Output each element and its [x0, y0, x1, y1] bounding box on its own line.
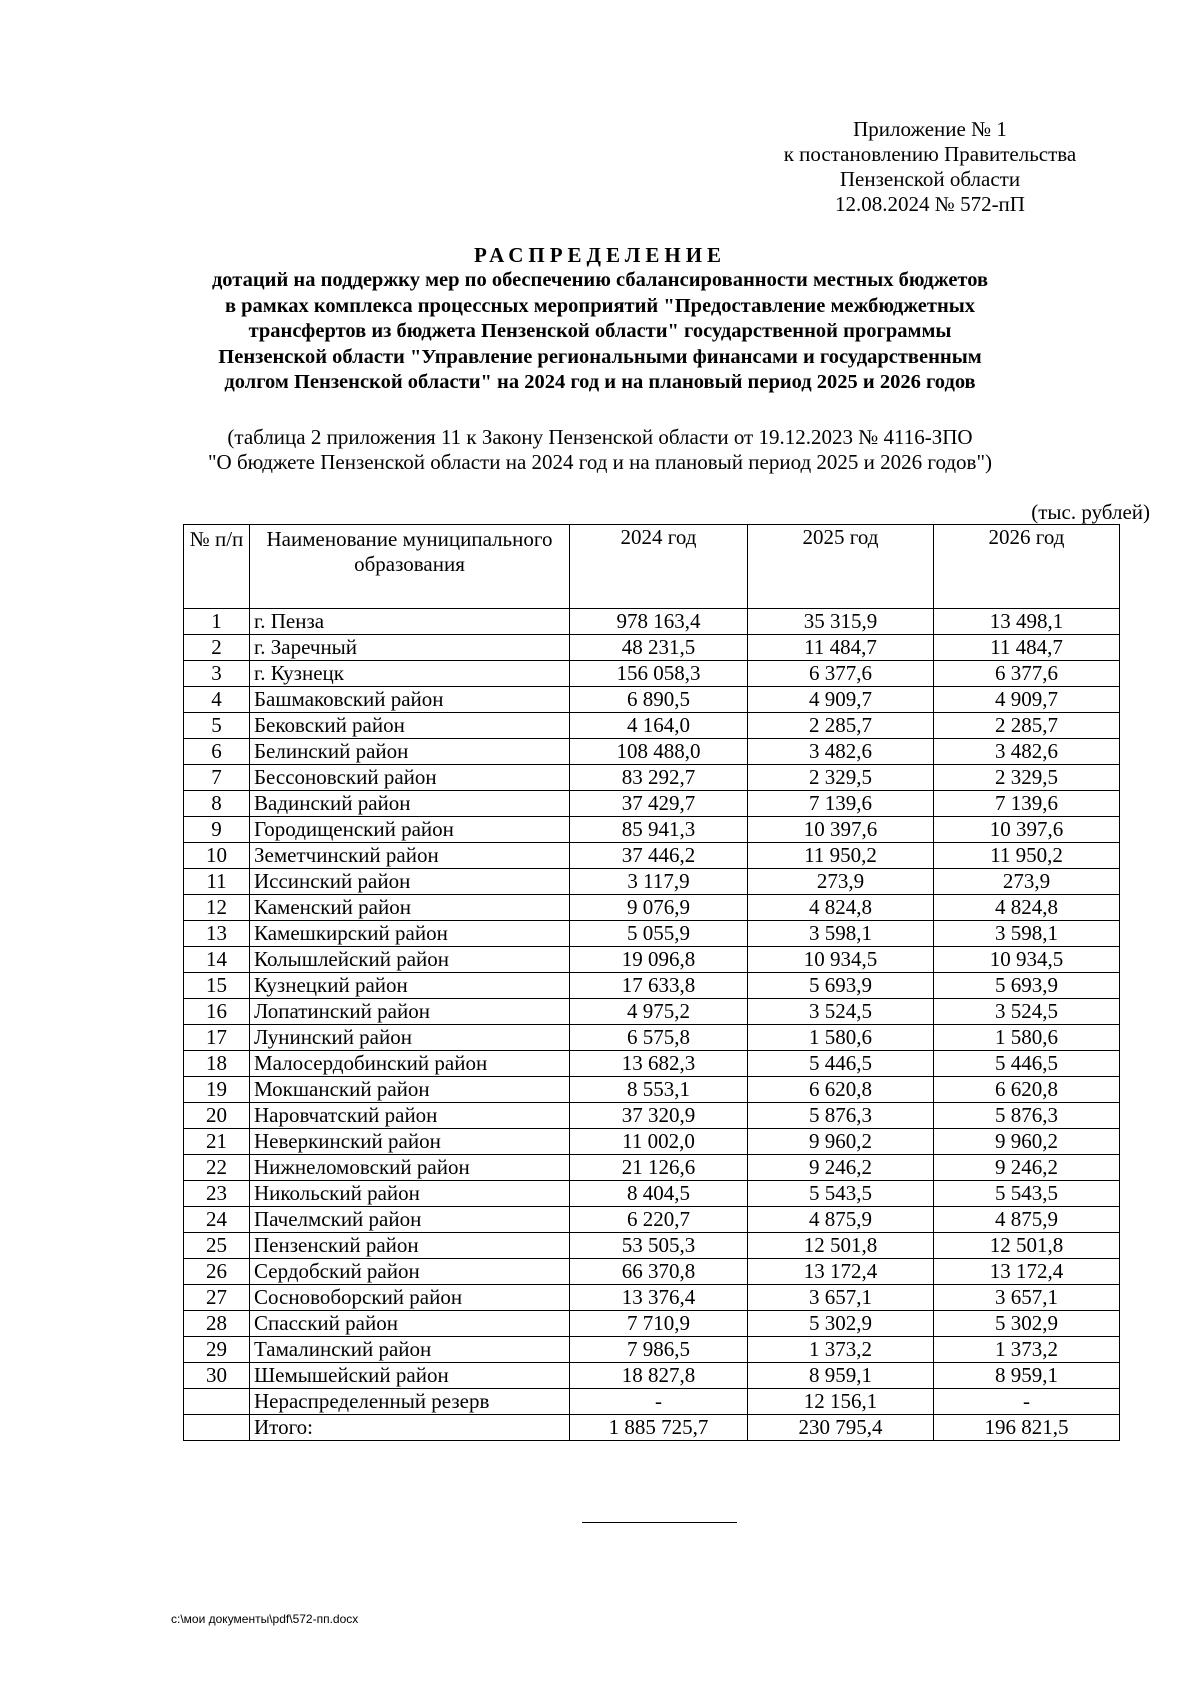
value-2026: 5 876,3: [934, 1103, 1120, 1129]
value-2024: 13 376,4: [570, 1285, 748, 1311]
value-2026: 6 620,8: [934, 1077, 1120, 1103]
value-2026: 5 302,9: [934, 1311, 1120, 1337]
value-2025: 3 482,6: [748, 739, 934, 765]
value-2025: 12 156,1: [748, 1389, 934, 1415]
distribution-table: [183, 524, 1120, 1441]
table-row: [184, 895, 1120, 921]
municipality-name: Городищенский район: [250, 817, 570, 843]
table-row: [184, 843, 1120, 869]
row-number: 4: [184, 687, 250, 713]
value-2025: 6 377,6: [748, 661, 934, 687]
table-row: [184, 973, 1120, 999]
row-number: 6: [184, 739, 250, 765]
municipality-name: Сердобский район: [250, 1259, 570, 1285]
value-2025: 230 795,4: [748, 1415, 934, 1441]
value-2024: 17 633,8: [570, 973, 748, 999]
value-2024: 8 553,1: [570, 1077, 748, 1103]
appendix-number: Приложение № 1: [853, 117, 1007, 141]
table-row: [184, 817, 1120, 843]
municipality-name: Мокшанский район: [250, 1077, 570, 1103]
note-line: "О бюджете Пензенской области на 2024 год и на плановый период 2025 и 2026 годов"): [207, 450, 993, 474]
value-2024: 7 710,9: [570, 1311, 748, 1337]
value-2026: 5 446,5: [934, 1051, 1120, 1077]
row-number: 5: [184, 713, 250, 739]
value-2024: 8 404,5: [570, 1181, 748, 1207]
value-2026: 4 824,8: [934, 895, 1120, 921]
value-2025: 5 693,9: [748, 973, 934, 999]
value-2026: 13 172,4: [934, 1259, 1120, 1285]
appendix-block: [740, 117, 1120, 217]
municipality-name: Тамалинский район: [250, 1337, 570, 1363]
value-2025: 5 446,5: [748, 1051, 934, 1077]
municipality-name: г. Заречный: [250, 635, 570, 661]
row-number: 13: [184, 921, 250, 947]
municipality-name: г. Кузнецк: [250, 661, 570, 687]
document-title: РАСПРЕДЕЛЕНИЕ: [473, 243, 727, 267]
municipality-name: Нераспределенный резерв: [250, 1389, 570, 1415]
row-number: 19: [184, 1077, 250, 1103]
value-2025: 4 875,9: [748, 1207, 934, 1233]
value-2025: 3 598,1: [748, 921, 934, 947]
value-2026: 11 484,7: [934, 635, 1120, 661]
value-2024: 6 220,7: [570, 1207, 748, 1233]
municipality-name: Бековский район: [250, 713, 570, 739]
row-number: 9: [184, 817, 250, 843]
value-2025: 1 580,6: [748, 1025, 934, 1051]
value-2024: 21 126,6: [570, 1155, 748, 1181]
value-2024: 48 231,5: [570, 635, 748, 661]
value-2024: 66 370,8: [570, 1259, 748, 1285]
row-number: 10: [184, 843, 250, 869]
row-number: 17: [184, 1025, 250, 1051]
value-2025: 6 620,8: [748, 1077, 934, 1103]
municipality-name: Пензенский район: [250, 1233, 570, 1259]
row-number: 11: [184, 869, 250, 895]
row-number: 26: [184, 1259, 250, 1285]
value-2025: 273,9: [748, 869, 934, 895]
value-2026: 9 246,2: [934, 1155, 1120, 1181]
table-row: [184, 869, 1120, 895]
row-number: 25: [184, 1233, 250, 1259]
note-line: (таблица 2 приложения 11 к Закону Пензенской области от 19.12.2023 № 4116-ЗПО: [227, 425, 973, 449]
value-2024: 11 002,0: [570, 1129, 748, 1155]
row-number: 14: [184, 947, 250, 973]
row-number: 20: [184, 1103, 250, 1129]
row-number: 3: [184, 661, 250, 687]
value-2026: 4 875,9: [934, 1207, 1120, 1233]
row-number: 7: [184, 765, 250, 791]
value-2025: 11 950,2: [748, 843, 934, 869]
table-row: [184, 609, 1120, 635]
municipality-name: Нижнеломовский район: [250, 1155, 570, 1181]
document-subtitle: [150, 268, 1050, 396]
value-2025: 10 934,5: [748, 947, 934, 973]
value-2024: 108 488,0: [570, 739, 748, 765]
municipality-name: Белинский район: [250, 739, 570, 765]
municipality-name: Спасский район: [250, 1311, 570, 1337]
value-2024: 3 117,9: [570, 869, 748, 895]
row-number: 27: [184, 1285, 250, 1311]
municipality-name: Лопатинский район: [250, 999, 570, 1025]
value-2026: 10 397,6: [934, 817, 1120, 843]
value-2024: 53 505,3: [570, 1233, 748, 1259]
table-row: [184, 791, 1120, 817]
units-label: (тыс. рублей): [1031, 500, 1150, 524]
value-2024: 37 429,7: [570, 791, 748, 817]
table-row: [184, 1285, 1120, 1311]
header-name: Наименование муниципального образования: [250, 525, 570, 609]
row-number: 29: [184, 1337, 250, 1363]
table-row: [184, 1077, 1120, 1103]
municipality-name: Лунинский район: [250, 1025, 570, 1051]
municipality-name: Земетчинский район: [250, 843, 570, 869]
value-2024: 7 986,5: [570, 1337, 748, 1363]
value-2026: 6 377,6: [934, 661, 1120, 687]
value-2026: -: [934, 1389, 1120, 1415]
table-row: [184, 1233, 1120, 1259]
value-2026: 3 598,1: [934, 921, 1120, 947]
value-2025: 3 657,1: [748, 1285, 934, 1311]
table-row: [184, 1389, 1120, 1415]
value-2024: 6 575,8: [570, 1025, 748, 1051]
row-number: 2: [184, 635, 250, 661]
subtitle-line: трансфертов из бюджета Пензенской области" государственной программы: [248, 320, 952, 342]
municipality-name: Пачелмский район: [250, 1207, 570, 1233]
appendix-date-number: 12.08.2024 № 572-пП: [835, 192, 1025, 216]
value-2026: 7 139,6: [934, 791, 1120, 817]
row-number: [184, 1389, 250, 1415]
municipality-name: Кузнецкий район: [250, 973, 570, 999]
subtitle-line: долгом Пензенской области" на 2024 год и на плановый период 2025 и 2026 годов: [224, 371, 976, 393]
value-2025: 2 285,7: [748, 713, 934, 739]
municipality-name: Колышлейский район: [250, 947, 570, 973]
value-2025: 35 315,9: [748, 609, 934, 635]
value-2026: 5 693,9: [934, 973, 1120, 999]
header-num: № п/п: [184, 525, 250, 609]
value-2024: 37 320,9: [570, 1103, 748, 1129]
value-2025: 2 329,5: [748, 765, 934, 791]
table-row: [184, 1103, 1120, 1129]
law-reference-note: [150, 425, 1050, 475]
table-row: [184, 1363, 1120, 1389]
value-2026: 3 482,6: [934, 739, 1120, 765]
municipality-name: Иссинский район: [250, 869, 570, 895]
table-row: [184, 765, 1120, 791]
value-2024: 978 163,4: [570, 609, 748, 635]
value-2024: 4 975,2: [570, 999, 748, 1025]
table-row: [184, 1259, 1120, 1285]
value-2026: 8 959,1: [934, 1363, 1120, 1389]
row-number: 22: [184, 1155, 250, 1181]
municipality-name: Камешкирский район: [250, 921, 570, 947]
value-2026: 12 501,8: [934, 1233, 1120, 1259]
municipality-name: Никольский район: [250, 1181, 570, 1207]
value-2024: 37 446,2: [570, 843, 748, 869]
value-2025: 4 909,7: [748, 687, 934, 713]
table-row: [184, 1181, 1120, 1207]
table-row: [184, 713, 1120, 739]
value-2026: 3 657,1: [934, 1285, 1120, 1311]
row-number: 8: [184, 791, 250, 817]
municipality-name: Башмаковский район: [250, 687, 570, 713]
appendix-reference: к постановлению Правительства: [783, 142, 1077, 166]
value-2024: 18 827,8: [570, 1363, 748, 1389]
value-2024: 4 164,0: [570, 713, 748, 739]
row-number: 24: [184, 1207, 250, 1233]
municipality-name: Бессоновский район: [250, 765, 570, 791]
value-2025: 5 543,5: [748, 1181, 934, 1207]
municipality-name: Малосердобинский район: [250, 1051, 570, 1077]
value-2025: 5 302,9: [748, 1311, 934, 1337]
value-2026: 4 909,7: [934, 687, 1120, 713]
value-2026: 5 543,5: [934, 1181, 1120, 1207]
row-number: 28: [184, 1311, 250, 1337]
municipality-name: Неверкинский район: [250, 1129, 570, 1155]
value-2026: 273,9: [934, 869, 1120, 895]
value-2024: 19 096,8: [570, 947, 748, 973]
separator-line: [582, 1522, 737, 1523]
value-2024: 156 058,3: [570, 661, 748, 687]
value-2025: 4 824,8: [748, 895, 934, 921]
row-number: 18: [184, 1051, 250, 1077]
header-2025: 2025 год: [748, 525, 934, 609]
value-2024: 5 055,9: [570, 921, 748, 947]
value-2025: 8 959,1: [748, 1363, 934, 1389]
subtitle-line: дотаций на поддержку мер по обеспечению сбалансированности местных бюджетов: [211, 269, 989, 291]
table-row: [184, 661, 1120, 687]
row-number: 1: [184, 609, 250, 635]
value-2026: 11 950,2: [934, 843, 1120, 869]
value-2025: 9 246,2: [748, 1155, 934, 1181]
value-2025: 5 876,3: [748, 1103, 934, 1129]
value-2026: 2 285,7: [934, 713, 1120, 739]
value-2024: -: [570, 1389, 748, 1415]
value-2026: 2 329,5: [934, 765, 1120, 791]
value-2025: 9 960,2: [748, 1129, 934, 1155]
municipality-name: Сосновоборский район: [250, 1285, 570, 1311]
table-row: [184, 635, 1120, 661]
row-number: [184, 1415, 250, 1441]
table-row: [184, 1337, 1120, 1363]
row-number: 16: [184, 999, 250, 1025]
footer-file-path: c:\мои документы\pdf\572-пп.docx: [171, 1612, 359, 1626]
municipality-name: Каменский район: [250, 895, 570, 921]
value-2024: 9 076,9: [570, 895, 748, 921]
value-2025: 1 373,2: [748, 1337, 934, 1363]
value-2024: 6 890,5: [570, 687, 748, 713]
municipality-name: Шемышейский район: [250, 1363, 570, 1389]
table-row: [184, 1129, 1120, 1155]
value-2026: 196 821,5: [934, 1415, 1120, 1441]
table-row: [184, 1155, 1120, 1181]
table-row: [184, 687, 1120, 713]
value-2024: 13 682,3: [570, 1051, 748, 1077]
table-row: [184, 1025, 1120, 1051]
table-row: [184, 1311, 1120, 1337]
value-2026: 1 373,2: [934, 1337, 1120, 1363]
row-number: 23: [184, 1181, 250, 1207]
subtitle-line: в рамках комплекса процессных мероприятий "Предоставление межбюджетных: [224, 294, 976, 317]
value-2025: 7 139,6: [748, 791, 934, 817]
value-2026: 3 524,5: [934, 999, 1120, 1025]
subtitle-line: Пензенской области "Управление региональными финансами и государственным: [218, 345, 982, 368]
row-number: 12: [184, 895, 250, 921]
table-body: [184, 609, 1120, 1441]
table-row: [184, 739, 1120, 765]
value-2025: 13 172,4: [748, 1259, 934, 1285]
municipality-name: г. Пенза: [250, 609, 570, 635]
value-2026: 10 934,5: [934, 947, 1120, 973]
table-row: [184, 921, 1120, 947]
value-2025: 12 501,8: [748, 1233, 934, 1259]
row-number: 30: [184, 1363, 250, 1389]
table-header-row: [184, 525, 1120, 609]
municipality-name: Итого:: [250, 1415, 570, 1441]
value-2024: 83 292,7: [570, 765, 748, 791]
table-row: [184, 999, 1120, 1025]
value-2026: 13 498,1: [934, 609, 1120, 635]
value-2025: 11 484,7: [748, 635, 934, 661]
header-2024: 2024 год: [570, 525, 748, 609]
value-2025: 3 524,5: [748, 999, 934, 1025]
value-2025: 10 397,6: [748, 817, 934, 843]
table-row: [184, 947, 1120, 973]
row-number: 15: [184, 973, 250, 999]
table-row: [184, 1415, 1120, 1441]
value-2026: 1 580,6: [934, 1025, 1120, 1051]
table-row: [184, 1207, 1120, 1233]
value-2024: 85 941,3: [570, 817, 748, 843]
value-2024: 1 885 725,7: [570, 1415, 748, 1441]
municipality-name: Наровчатский район: [250, 1103, 570, 1129]
value-2026: 9 960,2: [934, 1129, 1120, 1155]
header-2026: 2026 год: [934, 525, 1120, 609]
municipality-name: Вадинский район: [250, 791, 570, 817]
row-number: 21: [184, 1129, 250, 1155]
appendix-region: Пензенской области: [839, 167, 1021, 191]
table-row: [184, 1051, 1120, 1077]
